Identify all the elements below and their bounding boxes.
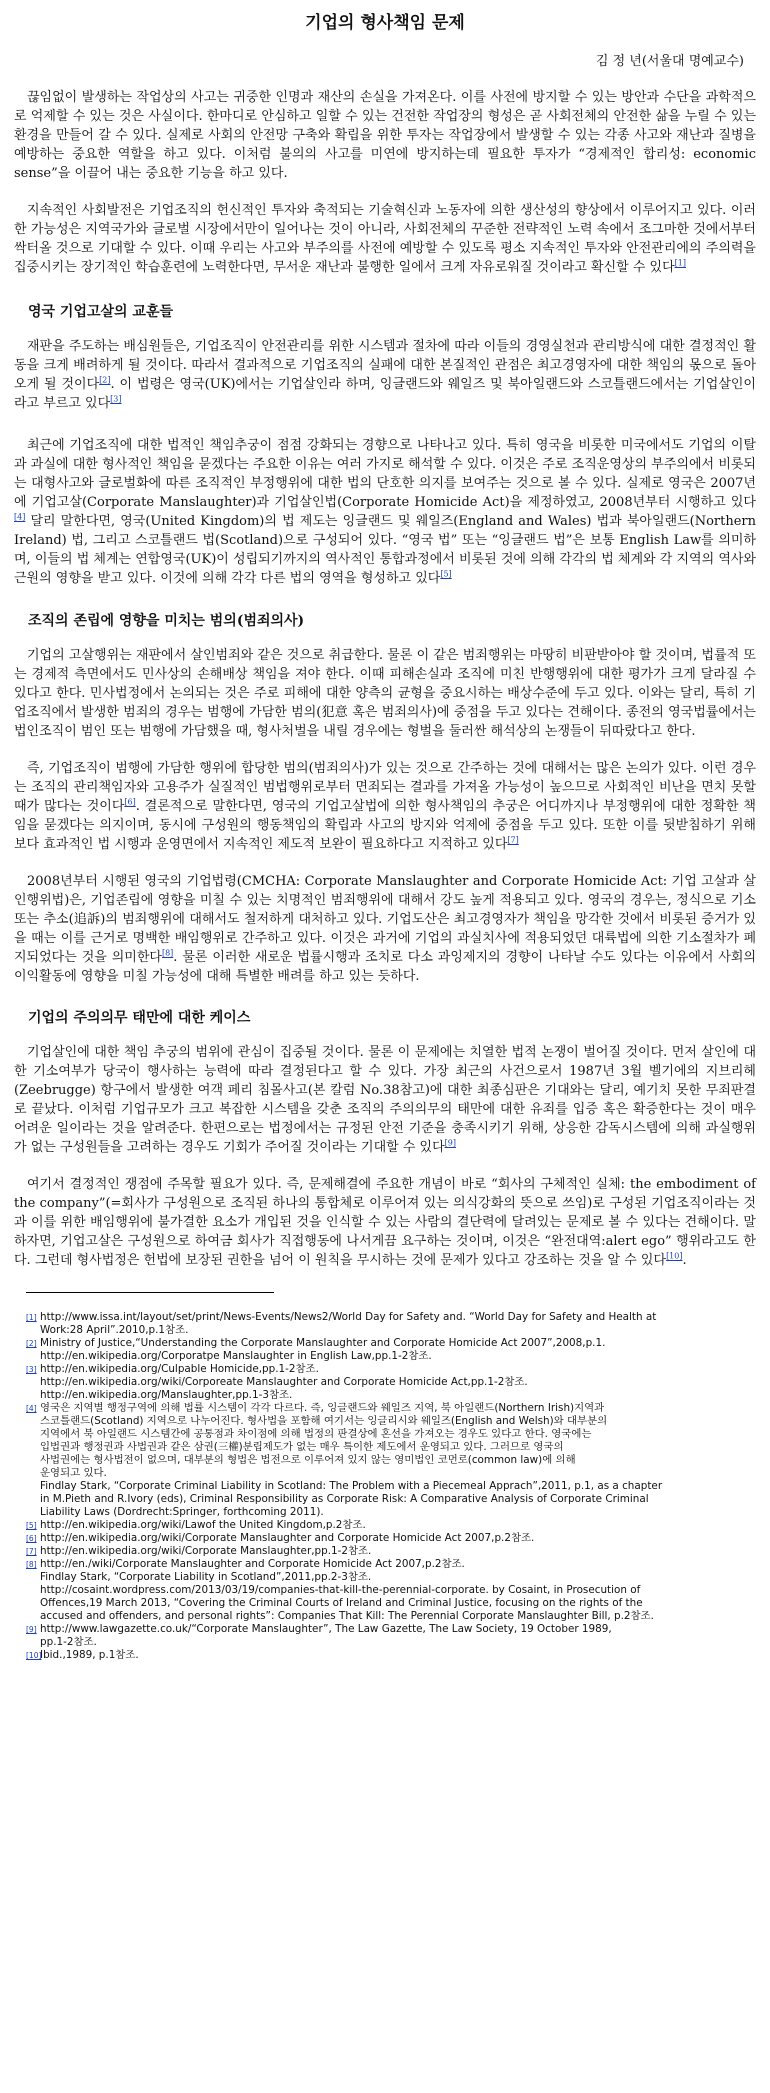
section-heading-1: 영국 기업고살의 교훈들 [28,304,173,320]
footnote-line: http://en.wikipedia.org/wiki/Lawof the United Kingdom,p.2참조. [40,1519,366,1531]
footnote-line: in M.Pieth and R.Ivory (eds), Criminal Responsibility as Corporate Risk: A Comparative Analysis of Corporate Criminal [40,1493,649,1505]
paragraph-5: 기업의 고살행위는 재판에서 살인범죄와 같은 것으로 취급한다. 물론 이 같은 범죄행위는 마땅히 비판받아야 할 것이며, 법률적 또는 경제적 측면에서도 민사상의 손해배상 책임을 져야 한다. 이때 피해손실과 조직에 미친 반행행위에 대한 평가가 크게 달라질 수 있다고 한다. 민사법정에서 논의되는 것은 주로 피해에 대한 양측의 균형을 중요시하는 배상수준에 두고 있다. 이와는 달리, 특히 기업조직에서 발생한 범죄의 경우는 범행에 가담한 범의(犯意 혹은 범죄의사)에 중점을 두고 있다는 견해이다. 종전의 영국법률에서는 법인조직이 범인 또는 범행에 가담했을 때, 형사처벌을 내릴 경우에는 형벌을 둘러싼 해석상의 논쟁들이 뒤따랐다고 한다. [14,648,756,739]
footnote-item [14,1337,756,1363]
footnote-ref-9[interactable]: [9] [444,1138,456,1148]
footnote-item [14,1649,756,1662]
section-heading-2: 조직의 존립에 영향을 미치는 범의(범죄의사) [28,613,305,629]
footnote-number[interactable]: [1] [26,1313,37,1322]
paragraph-8: 기업살인에 대한 책임 추궁의 범위에 관심이 집중될 것이다. 물론 이 문제에는 치열한 법적 논쟁이 벌어질 것이다. 먼저 살인에 대한 기소여부가 당국이 행사하는 능력에 따라 결정된다고 할 수 있다. 가장 최근의 사건으로서 1987년 3월 벨기에의 지브리헤(Zeebrugge) 항구에서 발생한 여객 페리 침몰사고(본 칼럼 No.38참고)에 대한 최종심판은 기대와는 달리, 예기치 못한 무죄판결로 끝났다. 이처럼 기업규모가 크고 복잡한 시스템을 갖춘 조직의 주의의무의 태만에 대한 유죄를 입증 혹은 확증한다는 것이 매우 어려운 일이라는 것을 알려준다. 한편으로는 법정에서는 규정된 안전 기준을 충족시키기 위해, 상응한 감독시스템에 의해 과실행위가 없는 구성원들을 고려하는 경우도 기회가 주어질 것이라는 기대할 수 있다[9] [14,1045,756,1155]
footnote-number[interactable]: [6] [26,1534,37,1543]
footnote-line: http://en.wikipedia.org/wiki/Corporate Manslaughter and Corporate Homicide Act 2007,p.2참조. [40,1532,535,1544]
footnote-ref-10[interactable]: [10] [666,1251,683,1261]
paragraph-2: 지속적인 사회발전은 기업조직의 헌신적인 투자와 축적되는 기술혁신과 노동자에 의한 생산성의 향상에서 이루어지고 있다. 이러한 가능성은 지역국가와 글로벌 시장에서만이 일어나는 것이 아니라, 사회전체의 꾸준한 전략적인 노력 속에서 조그마한 것에서부터 싹터올 것으로 기대할 수 있다. 이때 우리는 사고와 부주의를 사전에 예방할 수 있도록 평소 지속적인 투자와 안전관리에의 주의력을 집중시키는 장기적인 학습훈련에 노력한다면, 무서운 재난과 불행한 일에서 크게 자유로워질 것이라고 확신할 수 있다[1] [14,203,756,275]
footnote-line: http://www.issa.int/layout/set/print/News-Events/News2/World Day for Safety and. “World Day for Safety and Health at [40,1311,657,1323]
footnote-line: Ibid.,1989, p.1참조. [40,1649,139,1661]
footnote-ref-2[interactable]: [2] [99,375,111,385]
footnote-number[interactable]: [9] [26,1625,37,1634]
footnote-line: Work:28 April”.2010,p.1참조. [40,1324,189,1336]
footnote-line: http://www.lawgazette.co.uk/“Corporate Manslaughter”, The Law Gazette, The Law Society, 19 October 1989, [40,1623,612,1635]
footnote-divider [26,1292,274,1293]
footnotes-list [14,1311,756,1662]
footnote-ref-3[interactable]: [3] [110,394,122,404]
footnote-line: pp.1-2참조. [40,1636,97,1648]
paragraph-1: 끊임없이 발생하는 작업상의 사고는 귀중한 인명과 재산의 손실을 가져온다. 이를 사전에 방지할 수 있는 방안과 수단을 과학적으로 억제할 수 있는 것은 사실이다. 한마디로 안심하고 일할 수 있는 건전한 작업장의 형성은 곧 사회전체의 안전한 삶을 누릴 수 있는 환경을 만들어 갈 수 있다. 실제로 사회의 안전망 구축와 확립을 위한 투자는 작업장에서 발생할 수 있는 각종 사고와 재난과 질병을 예방하는 중요한 역할을 하고 있다. 이처럼 불의의 사고를 미연에 방지하는데 필요한 투자가 “경제적인 합리성: economic sense”을 이끌어 내는 중요한 기능을 하고 있다. [14,90,756,181]
footnote-line: Liability Laws (Dordrecht:Springer, forthcoming 2011). [40,1506,324,1518]
paragraph-3: 재판을 주도하는 배심원들은, 기업조직이 안전관리를 위한 시스템과 절차에 따라 이들의 경영실천과 관리방식에 대한 결정적인 활동을 크게 배려하게 될 것이다. 따라서 결과적으로 기업조직의 실패에 대한 본질적인 관점은 최고경영자에 대한 책임의 몫으로 돌아오게 될 것이다[2]. 이 법령은 영국(UK)에서는 기업살인라 하며, 잉글랜드와 웨일즈 및 북아일랜드와 스코틀랜드에서는 기업살인이라고 부르고 있다[3] [14,339,756,411]
footnote-line: accused and offenders, and personal rights”: Companies That Kill: The Perennial Corporate Manslaughter Bill, p.2참조. [40,1610,654,1622]
footnote-line: 지역에서 북 아일랜드 시스템간에 공통점과 차이점에 의해 법정의 판결상에 혼선을 가져오는 경우도 있다고 한다. 영국에는 [40,1428,592,1440]
page-title: 기업의 형사책임 문제 [305,13,465,33]
footnote-ref-5[interactable]: [5] [440,569,452,579]
footnote-line: http://en./wiki/Corporate Manslaughter and Corporate Homicide Act 2007,p.2참조. [40,1558,465,1570]
footnote-item [14,1519,756,1532]
paragraph-4: 최근에 기업조직에 대한 법적인 책임추궁이 점점 강화되는 경향으로 나타나고 있다. 특히 영국을 비롯한 미국에서도 기업의 이탈과 과실에 대한 형사적인 책임을 묻겠다는 주요한 이유는 여러 가지로 해석할 수 있다. 이것은 주로 조직운영상의 부주의에서 비롯되는 대형사고와 글로벌화에 따른 조직적인 부정행위에 대한 법의 단호한 의지를 보여주는 것으로 볼 수 있다. 실제로 영국은 2007년에 기업고살(Corporate Manslaughter)과 기업살인법(Corporate Homicide Act)을 제정하였고, 2008년부터 시행하고 있다[4] 달리 말한다면, 영국(United Kingdom)의 법 제도는 잉글랜드 및 웨일즈(England and Wales) 법과 북아일랜드(Northern Ireland) 법, 그리고 스코틀랜드 법(Scotland)으로 구성되어 있다. “영국 법” 또는 “잉글랜드 법”은 보통 English Law를 의미하며, 이들의 법 체계는 연합영국(UK)이 성립되기까지의 역사적인 통합과정에서 비롯된 것에 의해 각각의 법 체계와 각 지역의 역사와 근원의 영향을 받고 있다. 이것에 의해 각각 다른 법의 영역을 형성하고 있다[5] [14,438,756,586]
footnote-line: 사법권에는 형사법전이 없으며, 대부분의 형법은 법전으로 이루어져 있지 않는 영미법인 코먼로(common law)에 의해 [40,1454,576,1466]
footnote-line: Offences,19 March 2013, “Covering the Criminal Courts of Ireland and Criminal Justice, focusing on the rights of the [40,1597,643,1609]
footnote-line: http://en.wikipedia.org/Corporatpe Manslaughter in English Law,pp.1-2참조. [40,1350,432,1362]
footnote-item [14,1623,756,1649]
footnote-ref-4[interactable]: [4] [14,512,26,522]
footnote-number[interactable]: [3] [26,1365,37,1374]
section-heading-3: 기업의 주의의무 태만에 대한 케이스 [28,1010,251,1026]
footnote-number[interactable]: [5] [26,1521,37,1530]
footnote-line: http://en.wikipedia.org/wiki/Corporate Manslaughter,pp.1-2참조. [40,1545,372,1557]
footnote-line: http://en.wikipedia.org/wiki/Corporeate Manslaughter and Corporate Homicide Act,pp.1-2참조. [40,1376,528,1388]
footnote-line: 스코틀랜드(Scotland) 지역으로 나누어진다. 형사법을 포함해 여기서는 잉글리시와 웨일즈(English and Welsh)와 대부분의 [40,1415,608,1427]
author-line: 김 정 년(서울대 명예교수) [595,54,744,69]
paragraph-6: 즉, 기업조직이 범행에 가담한 행위에 합당한 범의(범죄의사)가 있는 것으로 간주하는 것에 대해서는 많은 논의가 있다. 이런 경우는 조직의 관리책임자와 고용주가 실질적인 범법행위로부터 면죄되는 결과를 가져올 가능성이 높으므로 사회적인 비난을 면치 못할 때가 많다는 것이다[6]. 결론적으로 말한다면, 영국의 기업고살법에 의한 형사책임의 추궁은 어디까지나 부정행위에 대한 정확한 책임을 묻겠다는 의지이며, 동시에 구성원의 행동책임의 확립과 사고의 방지와 억제에 중점을 두고 있다. 또한 이를 뒷받침하기 위해 보다 효과적인 법 시행과 운영면에서 지속적인 제도적 보완이 필요하다고 지적하고 있다[7] [14,761,756,852]
footnote-item [14,1558,756,1623]
footnote-number[interactable]: [8] [26,1560,37,1569]
footnote-item [14,1311,756,1337]
paragraph-7: 2008년부터 시행된 영국의 기업법령(CMCHA: Corporate Manslaughter and Corporate Homicide Act: 기업 고살과 살인행위법)은, 기업존립에 영향을 미칠 수 있는 치명적인 범죄행위에 대해서 강도 높게 적용되고 있다. 영국의 경우는, 정식으로 기소 또는 추소(追訴)의 범죄행위에 대해서도 철저하게 대처하고 있다. 기업도산은 최고경영자가 책임을 망각한 것에서 비롯된 증거가 있을 때는 이를 근거로 명백한 배임행위로 간주하고 있다. 이것은 과거에 기업의 과실치사에 적용되었던 대륙법에 의한 기소절차가 폐지되었다는 것을 의미한다[8]. 물론 이러한 새로운 법률시행과 조치로 다소 과잉제지의 경향이 나타날 수도 있다는 이유에서 사회의 이익활동에 영향을 미칠 가능성에 대해 특별한 배려를 하고 있는 듯하다. [14,874,757,984]
footnote-number[interactable]: [7] [26,1547,37,1556]
document-page [14,0,756,1662]
footnote-number[interactable]: [10] [26,1651,42,1660]
footnote-line: 영국은 지역별 행정구역에 의해 법률 시스템이 각각 다르다. 즉, 잉글랜드와 웨일즈 지역, 북 아일랜드(Northern Irish)지역과 [40,1402,605,1414]
footnote-ref-6[interactable]: [6] [124,797,136,807]
footnote-ref-1[interactable]: [1] [674,258,686,268]
footnote-number[interactable]: [4] [26,1404,37,1413]
footnote-line: Ministry of Justice,“Understanding the Corporate Manslaughter and Corporate Homicide Act 2007”,2008,p.1. [40,1337,606,1349]
footnote-line: http://en.wikipedia.org/Culpable Homicide,pp.1-2참조. [40,1363,319,1375]
footnote-line: 운영되고 있다. [40,1467,107,1479]
footnote-ref-7[interactable]: [7] [507,835,519,845]
footnote-line: 입법권과 행정권과 사법권과 같은 삼권(三權)분립제도가 없는 매우 특이한 제도에서 운영되고 있다. 그러므로 영국의 [40,1441,564,1453]
footnote-line: Findlay Stark, “Corporate Criminal Liability in Scotland: The Problem with a Piecemeal Apprach”,2011, p.1, as a chapter [40,1480,663,1492]
footnote-number[interactable]: [2] [26,1339,37,1348]
footnote-ref-8[interactable]: [8] [161,948,174,958]
footnote-item [14,1402,756,1519]
footnote-line: Findlay Stark, “Corporate Liability in Scotland”,2011,pp.2-3참조. [40,1571,372,1583]
footnote-line: http://en.wikipedia.org/Manslaughter,pp.1-3참조. [40,1389,293,1401]
footnote-line: http://cosaint.wordpress.com/2013/03/19/companies-that-kill-the-perennial-corporate. by Cosaint, in Prosecution of [40,1584,641,1596]
footnote-item [14,1363,756,1402]
paragraph-9: 여기서 결정적인 쟁점에 주목할 필요가 있다. 즉, 문제해결에 주요한 개념이 바로 “회사의 구체적인 실체: the embodiment of the company”(=회사가 구성원으로 조직된 하나의 통합체로 이루어져 있는 의식강화의 뜻으로 쓰임)로 구성된 기업조직이라는 것과 이를 위한 배임행위에 불가결한 요소가 개입된 것을 인식할 수 있는 사람의 결단력에 달려있는 문제로 볼 수 있다는 견해이다. 말하자면, 기업고살은 구성원으로 하여금 회사가 직접행동에 나서게끔 요구하는 것이며, 이것은 “완전대역:alert ego” 행위라고도 한다. 그런데 형사법정은 헌법에 보장된 권한을 넘어 이 원칙을 무시하는 것에 문제가 있다고 강조하는 것을 알 수 있다[10]. [14,1177,756,1268]
footnote-item [14,1545,756,1558]
footnote-item [14,1532,756,1545]
